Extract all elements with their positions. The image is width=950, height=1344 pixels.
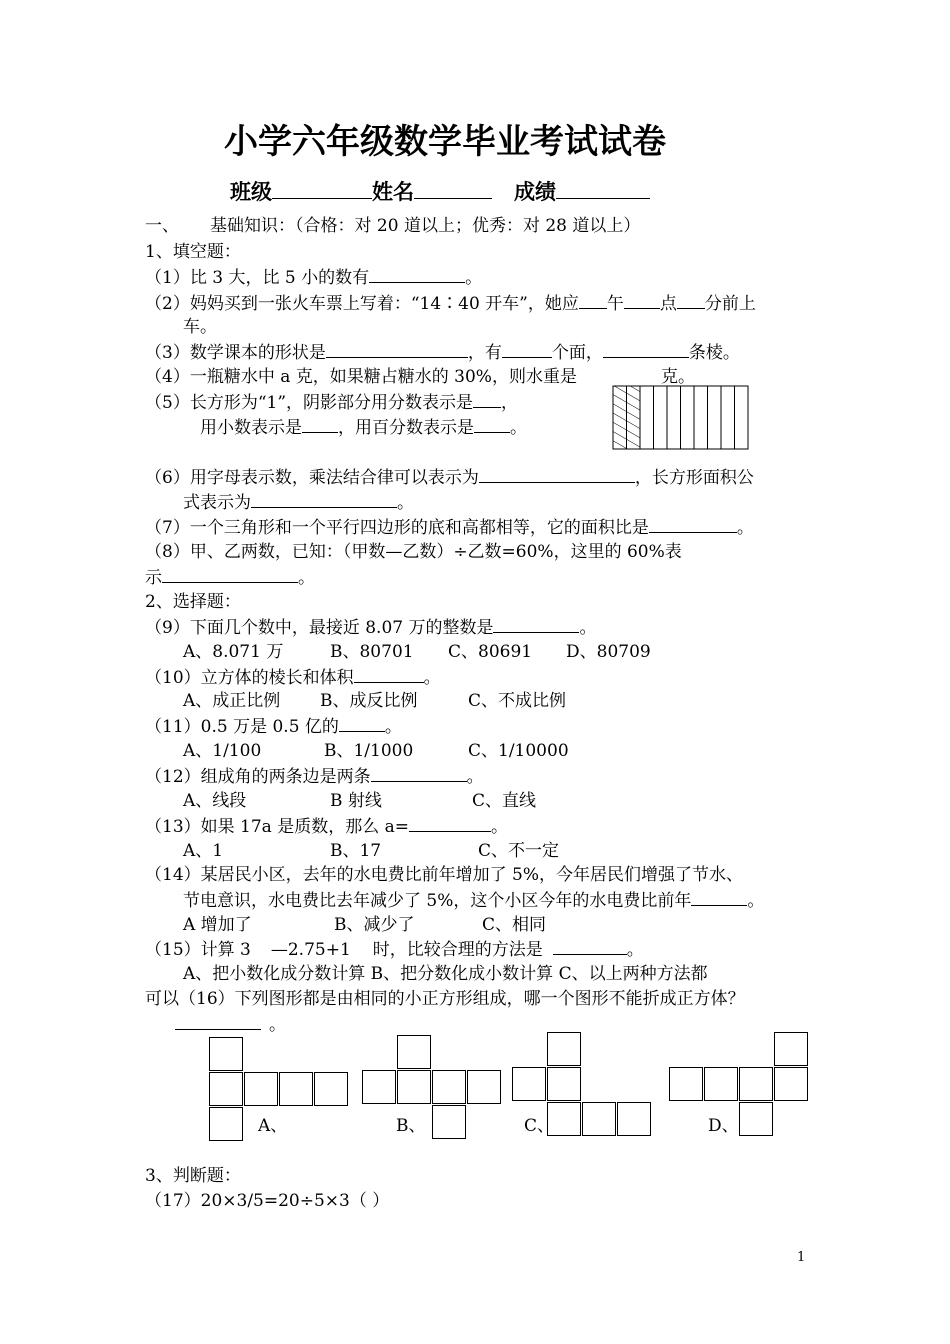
answer-blank[interactable] xyxy=(579,292,607,309)
answer-blank[interactable] xyxy=(162,566,298,583)
net-label-b: B、 xyxy=(396,1116,426,1136)
option-c[interactable]: C、不成比例 xyxy=(468,691,567,711)
option-c[interactable]: C、不一定 xyxy=(478,841,560,861)
cube-net-b[interactable] xyxy=(362,1035,502,1141)
score-blank[interactable] xyxy=(556,178,650,199)
part-fill-blank-heading: 1、填空题： xyxy=(145,242,241,262)
class-blank[interactable] xyxy=(272,178,372,199)
question-5-cont: 用小数表示是 ，用百分数表示是 。 xyxy=(200,418,527,438)
score-label: 成绩 xyxy=(514,179,556,204)
page-title: 小学六年级数学毕业考试试卷 xyxy=(224,122,666,162)
option-b[interactable]: B、成反比例 xyxy=(320,691,418,711)
answer-blank[interactable] xyxy=(339,715,385,732)
question-17: （17）20×3/5=20÷5×3（ ） xyxy=(145,1191,390,1211)
option-a[interactable]: A、1/100 xyxy=(183,741,262,761)
question-2-cont: 车。 xyxy=(183,317,217,337)
option-b[interactable]: B、减少了 xyxy=(334,915,415,935)
option-c[interactable]: C、1/10000 xyxy=(468,741,569,761)
answer-blank[interactable] xyxy=(493,616,579,633)
answer-blank[interactable] xyxy=(473,391,501,408)
shaded-rectangle-figure xyxy=(612,385,752,451)
net-label-a: A、 xyxy=(258,1116,288,1136)
question-14: （14）某居民小区，去年的水电费比前年增加了 5%，今年居民们增强了节水、 xyxy=(145,865,744,885)
answer-blank[interactable] xyxy=(474,416,510,433)
net-label-d: D、 xyxy=(708,1116,739,1136)
question-8-cont: 示 。 xyxy=(145,568,315,588)
part-choice-heading: 2、选择题： xyxy=(145,592,241,612)
net-label-c: C、 xyxy=(524,1116,555,1136)
answer-blank[interactable] xyxy=(175,1013,261,1030)
question-12: （12）组成角的两条边是两条 。 xyxy=(145,767,484,787)
section-number: 一、 xyxy=(145,216,179,236)
answer-blank[interactable] xyxy=(677,292,705,309)
option-d[interactable]: D、80709 xyxy=(566,642,651,662)
option-a[interactable]: A、8.071 万 xyxy=(183,642,284,662)
question-6: （6）用字母表示数，乘法结合律可以表示为 ，长方形面积公 xyxy=(145,468,754,488)
question-3: （3）数学课本的形状是 ，有 个面， 条棱。 xyxy=(145,343,740,363)
answer-blank[interactable] xyxy=(354,666,424,683)
option-b[interactable]: B、80701 xyxy=(330,642,414,662)
option-c[interactable]: C、相同 xyxy=(482,915,547,935)
question-4: （4）一瓶糖水中 a 克，如果糖占糖水的 30%，则水重是 克。 xyxy=(145,367,695,387)
question-1: （1）比 3 大，比 5 小的数有 。 xyxy=(145,268,483,288)
question-2: （2）妈妈买到一张火车票上写着：“14∶40 开车”，她应 午 点 分前上 xyxy=(145,294,756,314)
option-a[interactable]: A 增加了 xyxy=(183,915,252,935)
part-judge-heading: 3、判断题： xyxy=(145,1166,241,1186)
option-c[interactable]: C、直线 xyxy=(472,791,537,811)
question-16: 可以（16）下列图形都是由相同的小正方形组成，哪一个图形不能折成正方体？ xyxy=(145,989,745,1009)
answer-blank[interactable] xyxy=(251,491,397,508)
answer-blank[interactable] xyxy=(502,341,552,358)
question-16-answer: 。 xyxy=(175,1013,286,1036)
class-label: 班级 xyxy=(230,179,272,204)
answer-blank[interactable] xyxy=(691,889,747,906)
answer-blank[interactable] xyxy=(302,416,338,433)
answer-blank[interactable] xyxy=(326,341,468,358)
answer-blank[interactable] xyxy=(371,765,467,782)
answer-blank[interactable] xyxy=(369,266,465,283)
question-10: （10）立方体的棱长和体积 。 xyxy=(145,668,441,688)
cube-net-d[interactable] xyxy=(669,1032,809,1138)
name-label: 姓名 xyxy=(372,179,414,204)
answer-blank[interactable] xyxy=(649,516,737,533)
answer-blank[interactable] xyxy=(479,466,635,483)
answer-blank[interactable] xyxy=(624,292,660,309)
question-11: （11）0.5 万是 0.5 亿的 。 xyxy=(145,717,402,737)
option-c[interactable]: C、80691 xyxy=(448,642,533,662)
option-a[interactable]: A、1 xyxy=(183,841,224,861)
question-14-cont: 节电意识，水电费比去年减少了 5%，这个小区今年的水电费比前年 。 xyxy=(183,891,765,911)
answer-blank[interactable] xyxy=(409,815,491,832)
question-7: （7）一个三角形和一个平行四边形的底和高都相等，它的面积比是 。 xyxy=(145,518,754,538)
section-heading: 基础知识：（合格：对 20 道以上；优秀：对 28 道以上） xyxy=(210,216,641,236)
page-number: 1 xyxy=(797,1250,806,1265)
question-8: （8）甲、乙两数，已知：（甲数—乙数）÷乙数=60%，这里的 60%表 xyxy=(145,542,682,562)
option-b[interactable]: B 射线 xyxy=(330,791,382,811)
question-5: （5）长方形为“1”，阴影部分用分数表示是 ， xyxy=(145,393,519,413)
student-info xyxy=(230,178,650,206)
question-15-options: A、把小数化成分数计算 B、把分数化成小数计算 C、以上两种方法都 xyxy=(183,964,708,984)
option-a[interactable]: A、线段 xyxy=(183,791,247,811)
question-15: （15）计算 3 —2.75+1 时，比较合理的方法是 。 xyxy=(145,940,644,960)
question-9: （9）下面几个数中，最接近 8.07 万的整数是 。 xyxy=(145,618,597,638)
answer-blank[interactable] xyxy=(553,938,627,955)
question-13: （13）如果 17a 是质数，那么 a= 。 xyxy=(145,817,508,837)
option-b[interactable]: B、1/1000 xyxy=(324,741,414,761)
answer-blank[interactable] xyxy=(603,341,689,358)
name-blank[interactable] xyxy=(414,178,492,199)
option-b[interactable]: B、17 xyxy=(330,841,382,861)
option-a[interactable]: A、成正比例 xyxy=(183,691,281,711)
question-6-cont: 式表示为 。 xyxy=(183,493,414,513)
